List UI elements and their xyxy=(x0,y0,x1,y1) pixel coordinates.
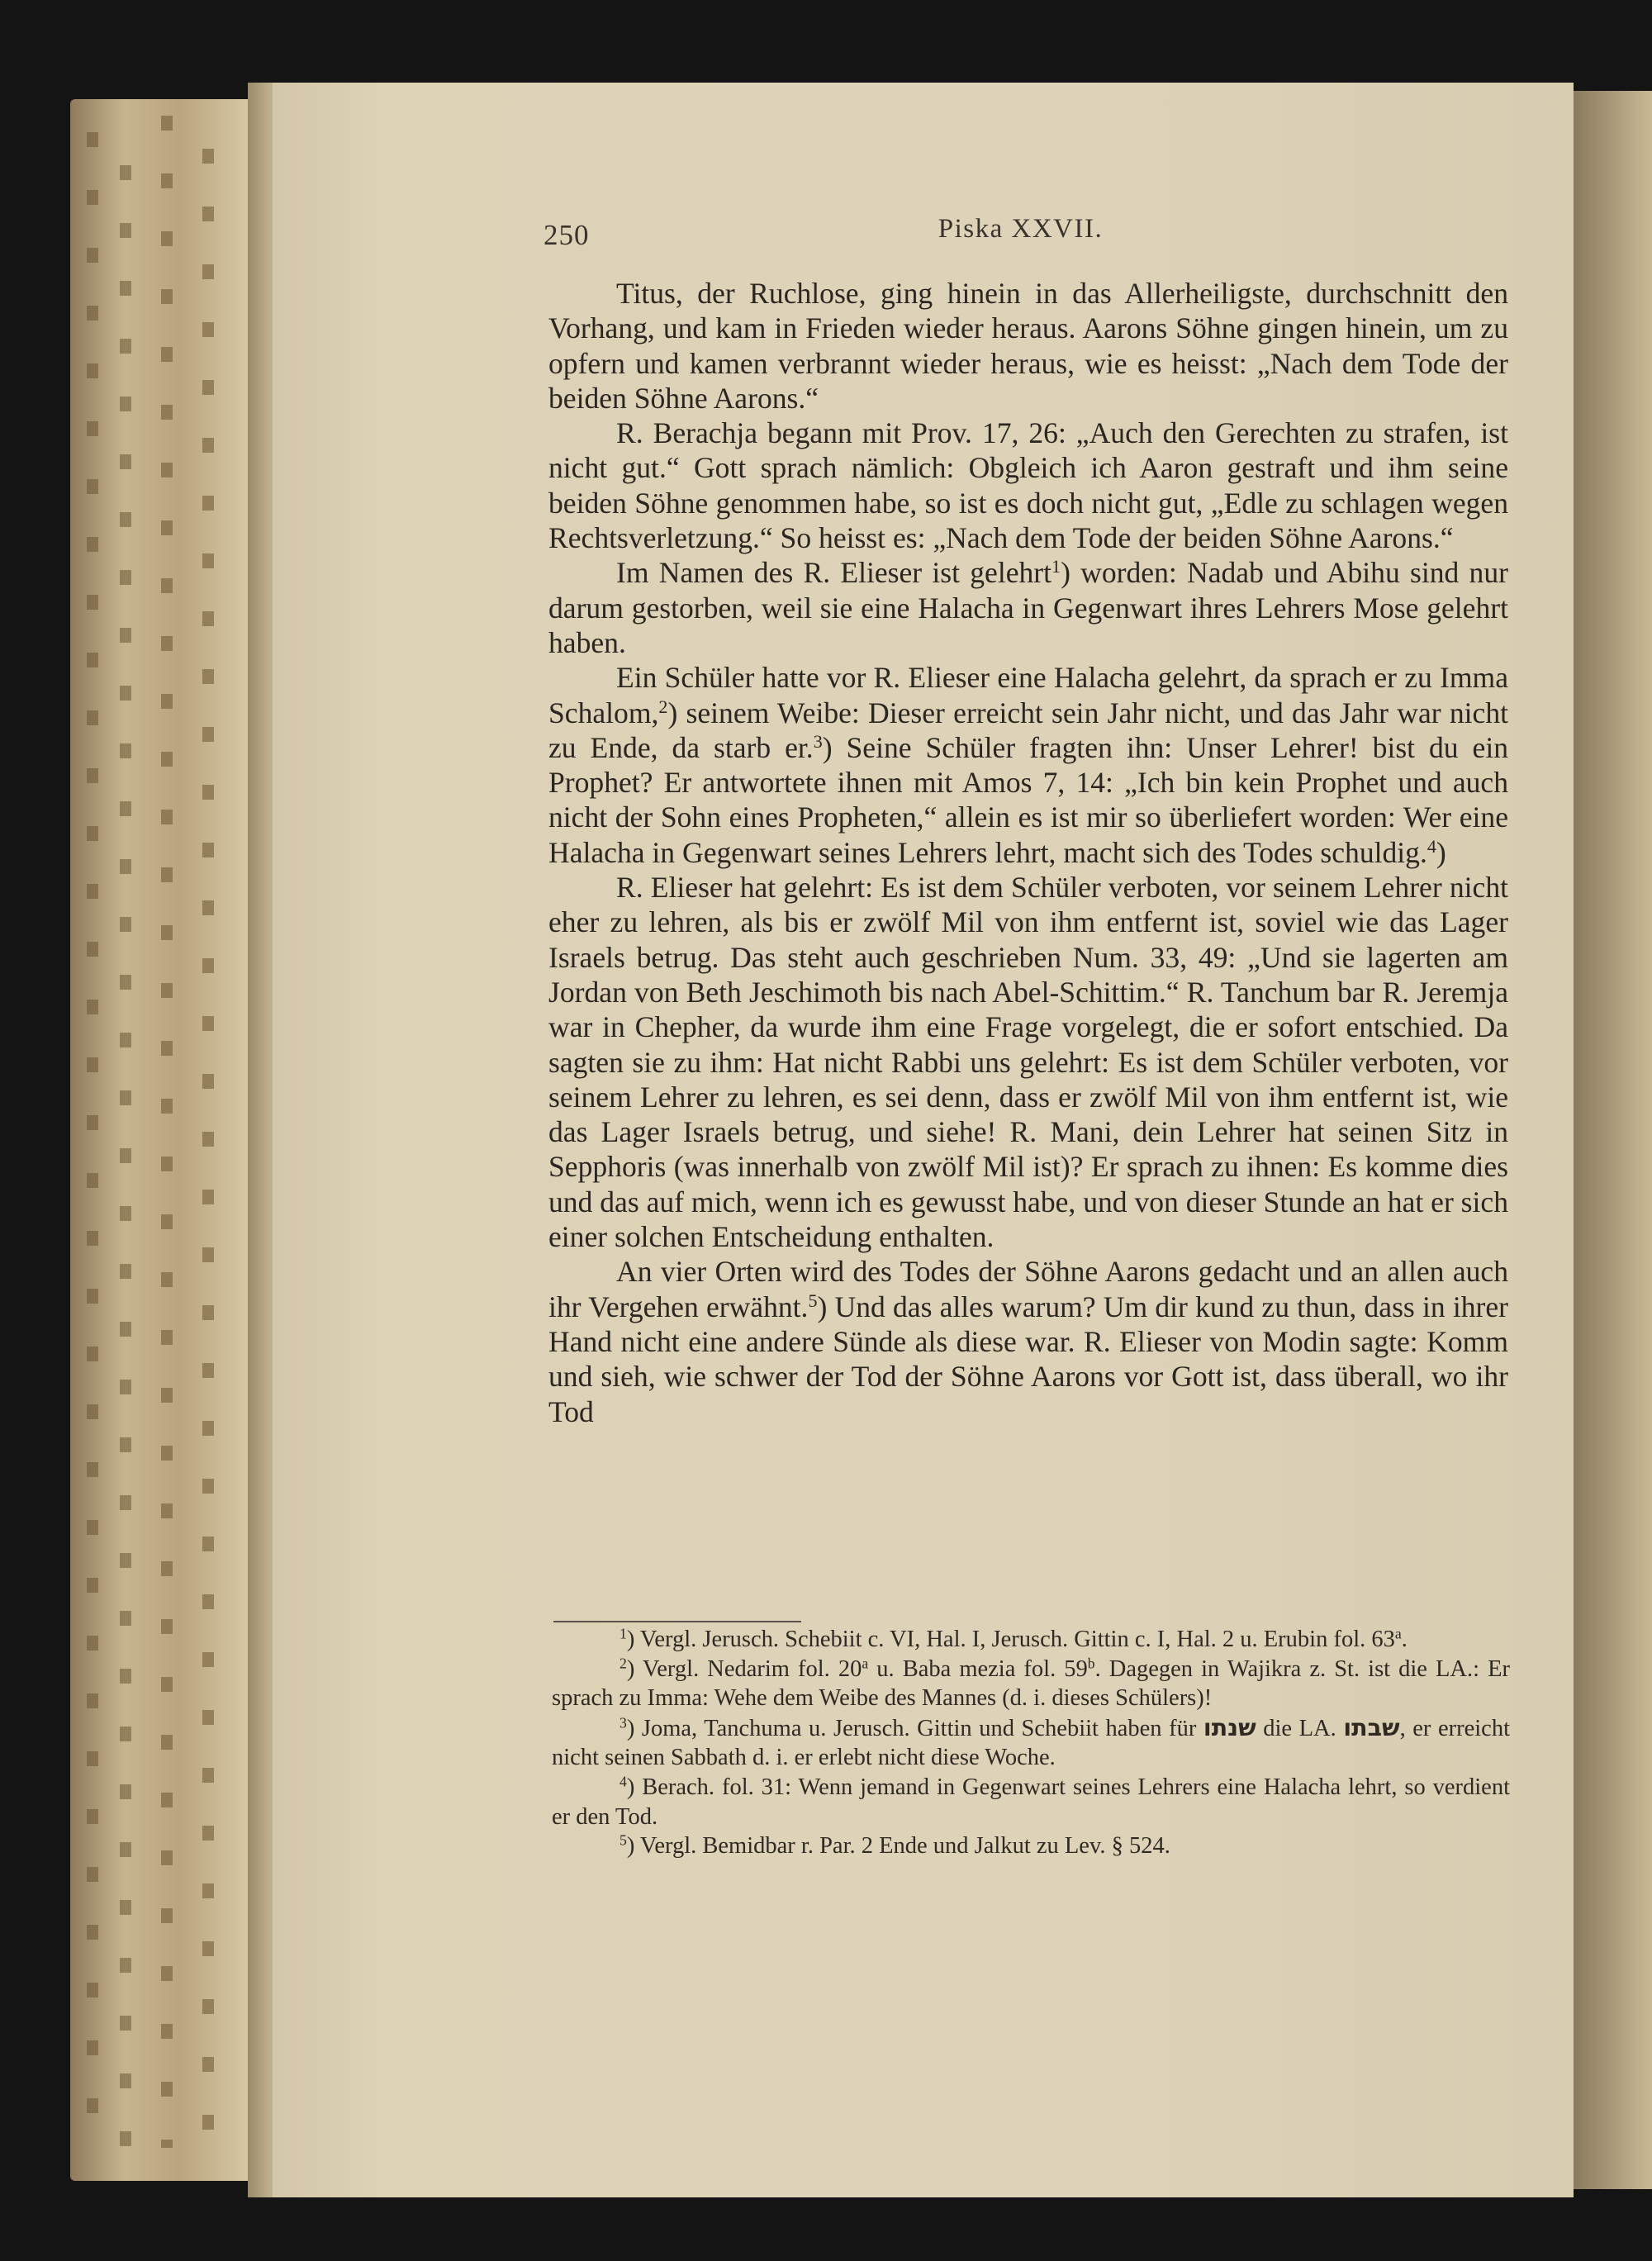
footnotes xyxy=(552,1625,1510,1861)
main-text xyxy=(548,276,1508,1429)
footnote-ref: 1 xyxy=(1051,556,1061,577)
running-title: Piska XXVII. xyxy=(938,214,1104,244)
paragraph-berachja: R. Berachja begann mit Prov. 17, 26: „Auch den Gerechten zu strafen, ist nicht gut.“ Gott sprach nämlich: Obgleich ich Aaron gestraft und ihm seine beiden Söhne genommen habe, so ist es doch nicht gut, „Edle zu schlagen wegen Rechtsverletzung.“ So heisst es: „Nach dem Tode der beiden Söhne Aarons.“ xyxy=(548,416,1508,555)
text-run: . xyxy=(1401,1627,1408,1652)
hebrew-word: שבתו xyxy=(1343,1713,1400,1741)
text-run: An vier Orten wird des Todes der Söhne Aarons gedacht und an allen auch ihr Vergehen erwähnt. xyxy=(548,1255,1508,1323)
text-run: ) worden: Nadab und Abihu sind nur darum gestorben, weil sie eine Halacha in Gegenwart ihres Lehrers Mose gelehrt haben. xyxy=(548,556,1508,659)
superscript: a xyxy=(1394,1625,1402,1642)
text-run: , er erreicht nicht seinen Sabbath d. i. er erlebt nicht diese Woche. xyxy=(552,1715,1510,1771)
text-run: ) Und das alles warum? Um dir kund zu thun, dass in ihrer Hand nicht eine andere Sünde als diese war. R. Elieser von Modin sagte: Komm und sieh, wie schwer der Tod der Söhne Aarons vor Gott ist, dass überall, wo ihr Tod xyxy=(548,1290,1509,1428)
text-run: u. Baba mezia fol. 59 xyxy=(868,1655,1088,1682)
paragraph-imma-schalom xyxy=(548,660,1508,870)
paragraph-nadab-abihu xyxy=(548,555,1508,660)
footnote-ref: 3 xyxy=(813,730,823,752)
footnote-mark: 1 xyxy=(620,1625,627,1642)
running-head xyxy=(544,211,1498,252)
page-edge-shading xyxy=(202,149,214,2148)
text-run: ) xyxy=(1436,835,1446,869)
paragraph-zwoelf-mil: R. Elieser hat gelehrt: Es ist dem Schüler verboten, vor seinem Lehrer nicht eher zu lehren, als bis er zwölf Mil von ihm entfernt ist, soviel wie das Lager Israels betrug. Das steht auch geschrieben Num. 33, 49: „Und sie lagerten am Jordan von Beth Jeschimoth bis nach Abel-Schittim.“ R. Tanchum bar R. Jeremja war in Chepher, da wurde ihm eine Frage vorgelegt, die er sofort entschied. Da sagten sie zu ihm: Hat nicht Rabbi uns gelehrt: Es ist dem Schüler verboten, vor seinem Lehrer zu lehren, es sei denn, dass er zwölf Mil von ihm entfernt ist, wie das Lager Israels betrug, und siehe! R. Mani, dein Lehrer hat seinen Sitz in Sepphoris (was innerhalb von zwölf Mil ist)? Er sprach zu ihnen: Es komme dies und das auf mich, wenn ich es gewusst habe, und von dieser Stunde an hat er sich einer solchen Entscheidung enthalten. xyxy=(548,871,1508,1254)
footnote-ref: 4 xyxy=(1427,835,1436,857)
footnote-3 xyxy=(552,1713,1510,1773)
text-run: ) Vergl. Nedarim fol. 20 xyxy=(626,1655,862,1682)
footnote-4 xyxy=(552,1773,1510,1831)
footnote-ref: 2 xyxy=(658,696,668,717)
text-run: ) Vergl. Bemidbar r. Par. 2 Ende und Jalkut zu Lev. § 524. xyxy=(626,1833,1170,1860)
page-edge-shading xyxy=(120,165,131,2148)
page-number: 250 xyxy=(544,219,590,251)
footnote-ref: 5 xyxy=(808,1290,818,1311)
superscript: b xyxy=(1087,1654,1095,1671)
footnote-mark: 5 xyxy=(620,1831,627,1849)
footnote-divider xyxy=(553,1621,801,1622)
text-run: . Dagegen in Wajikra z. St. ist die LA.: Er sprach zu Imma: Wehe dem Weibe des Mannes (d. i. dieses Schülers)! xyxy=(552,1655,1511,1712)
paragraph-vier-orten xyxy=(548,1254,1508,1428)
text-run: die LA. xyxy=(1256,1715,1344,1741)
text-run: ) Berach. fol. 31: Wenn jemand in Gegenwart seines Lehrers eine Halacha lehrt, so verdient er den Tod. xyxy=(552,1774,1510,1830)
paragraph-titus: Titus, der Ruchlose, ging hinein in das Allerheiligste, durchschnitt den Vorhang, und kam in Frieden wieder heraus. Aarons Söhne gingen hinein, um zu opfern und kamen verbrannt wieder heraus, wie es heisst: „Nach dem Tode der beiden Söhne Aarons.“ xyxy=(548,277,1508,415)
footnote-2 xyxy=(552,1655,1510,1713)
footnote-mark: 2 xyxy=(620,1654,627,1671)
footnote-mark: 3 xyxy=(620,1714,627,1731)
text-run: ) Vergl. Jerusch. Schebiit c. VI, Hal. I, Jerusch. Gittin c. I, Hal. 2 u. Erubin fol. 63 xyxy=(626,1627,1395,1652)
hebrew-word: שנתו xyxy=(1203,1713,1256,1741)
footnote-1 xyxy=(552,1625,1510,1655)
text-run: Im Namen des R. Elieser ist gelehrt xyxy=(616,556,1052,590)
page-edge-shading xyxy=(161,116,173,2148)
footnote-5 xyxy=(552,1831,1510,1861)
text-run: Ein Schüler hatte vor R. Elieser eine Halacha gelehrt, da sprach er zu Imma Schalom, xyxy=(548,661,1508,729)
footnote-mark: 4 xyxy=(620,1773,627,1790)
text-run: ) Seine Schüler fragten ihn: Unser Lehrer! bist du ein Prophet? Er antwortete ihnen mit Amos 7, 14: „Ich bin kein Prophet und auch nicht der Sohn eines Propheten,“ allein es ist mir so überliefert worden: Wer eine Halacha in Gegenwart seines Lehrers lehrt, macht sich des Todes schuldig. xyxy=(548,730,1508,869)
text-run: ) seinem Weibe: Dieser erreicht sein Jahr nicht, und das Jahr war nicht zu Ende, da starb er. xyxy=(548,696,1508,764)
text-run: ) Joma, Tanchuma u. Jerusch. Gittin und Schebiit haben für xyxy=(626,1715,1203,1741)
page-edge-shading xyxy=(87,132,98,2148)
left-page-edges xyxy=(70,99,252,2181)
superscript: a xyxy=(862,1654,869,1671)
right-page-edge xyxy=(1574,91,1652,2189)
